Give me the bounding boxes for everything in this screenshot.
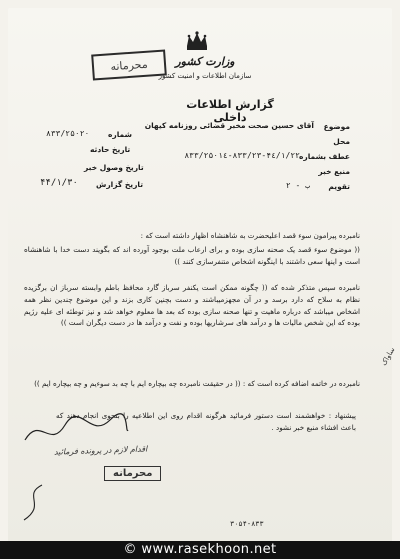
reference-value: ۸۳۳/۲۵۰۱٤-۸۳۳/۲۳-۴٤/۱/۲۲: [184, 151, 300, 160]
evaluation-value: ب - ۲: [285, 181, 310, 190]
subject-value: آقای حسین صحت مخبر قضائی روزنامه کیهان: [144, 121, 314, 130]
number-label: شماره: [108, 130, 132, 139]
report-title: گزارش اطلاعات داخلی: [186, 98, 274, 124]
subject-label: موضوع: [323, 122, 350, 131]
footer-site[interactable]: © www.rasekhoon.net: [123, 542, 277, 557]
report-date-value: ۴۴/۱/۳۰: [40, 178, 78, 188]
paragraph-3: نامبرده سپس متذکر شده که (( چگونه ممکن است یکنفر سرباز گارد محافظ باطم وابسته سرباز ان برگزیده نظام به سلاح که دارد برسد و در آن مجهزمیباشند و دست بچنین کاری بزند و این موضوع چندین نظر همه اشخاص میباشد که درباره ماهیت و تنها صحنه سازی بوده که بعد ها معلوم خواهد شد و نیز توطئه ای علیه رژیم بوده که این شخص مالیات ها و درآمد های سرشاریها بوده و نفت و درآمد ها در دست دیگران است )): [24, 283, 360, 328]
report-date-label: تاریخ گزارش: [96, 180, 144, 189]
bottom-confidential-stamp: محرمانه: [104, 466, 161, 481]
handwritten-note: اقدام لازم در پرونده فرمائید: [53, 444, 148, 457]
paper-sheet: [8, 8, 392, 546]
margin-note: ساواک: [380, 346, 397, 367]
side-signature: [12, 480, 52, 530]
paragraph-4: نامبرده در خاتمه اضافه کرده است که : (( در حقیقت نامبرده چه بیچاره ایم با چه بد سوءیم و چه بیچاره ایم )): [34, 379, 360, 388]
paragraph-1: نامبرده پیرامون سوء قصد اعلیحضرت به شاهنشاه اظهار داشته است که :: [140, 231, 360, 240]
ministry-title: وزارت کشور: [175, 55, 235, 68]
paragraph-2: (( موضوع سوء قصد یک صحنه سازی بوده و برای ارعاب ملت بوجود آورده اند که بگویند دست خدا با شاهنشاه است و اینها سعی داشتند با اینگونه اشخاص متنفرسازی کنند )): [24, 245, 360, 266]
signature-scribble: [20, 410, 130, 450]
bottom-code: ۳۰۵۴-۸۳۳: [230, 520, 264, 528]
evaluation-label: تقویم: [328, 182, 350, 191]
event-date-label: تاریخ حادثه: [90, 145, 131, 154]
reference-label: عطف بشماره: [298, 152, 350, 161]
crown-emblem-icon: [184, 30, 210, 54]
location-label: محل: [333, 137, 350, 146]
organization-name: سازمان اطلاعات و امنیت کشور: [158, 72, 252, 80]
confidential-stamp-text: محرمانه: [109, 57, 149, 73]
receipt-date-label: تاریخ وصول خبر: [84, 163, 144, 172]
paragraph-5: پیشنهاد : خواهشمند است دستور فرمائید هرگونه اقدام روی این اطلاعیه را بنحوی انجام دهند که باعث افشاء منبع خبر نشود .: [56, 411, 356, 432]
number-value: ۸۳۳/۲۵۰۲۰: [46, 129, 90, 138]
source-label: منبع خبر: [318, 167, 350, 176]
